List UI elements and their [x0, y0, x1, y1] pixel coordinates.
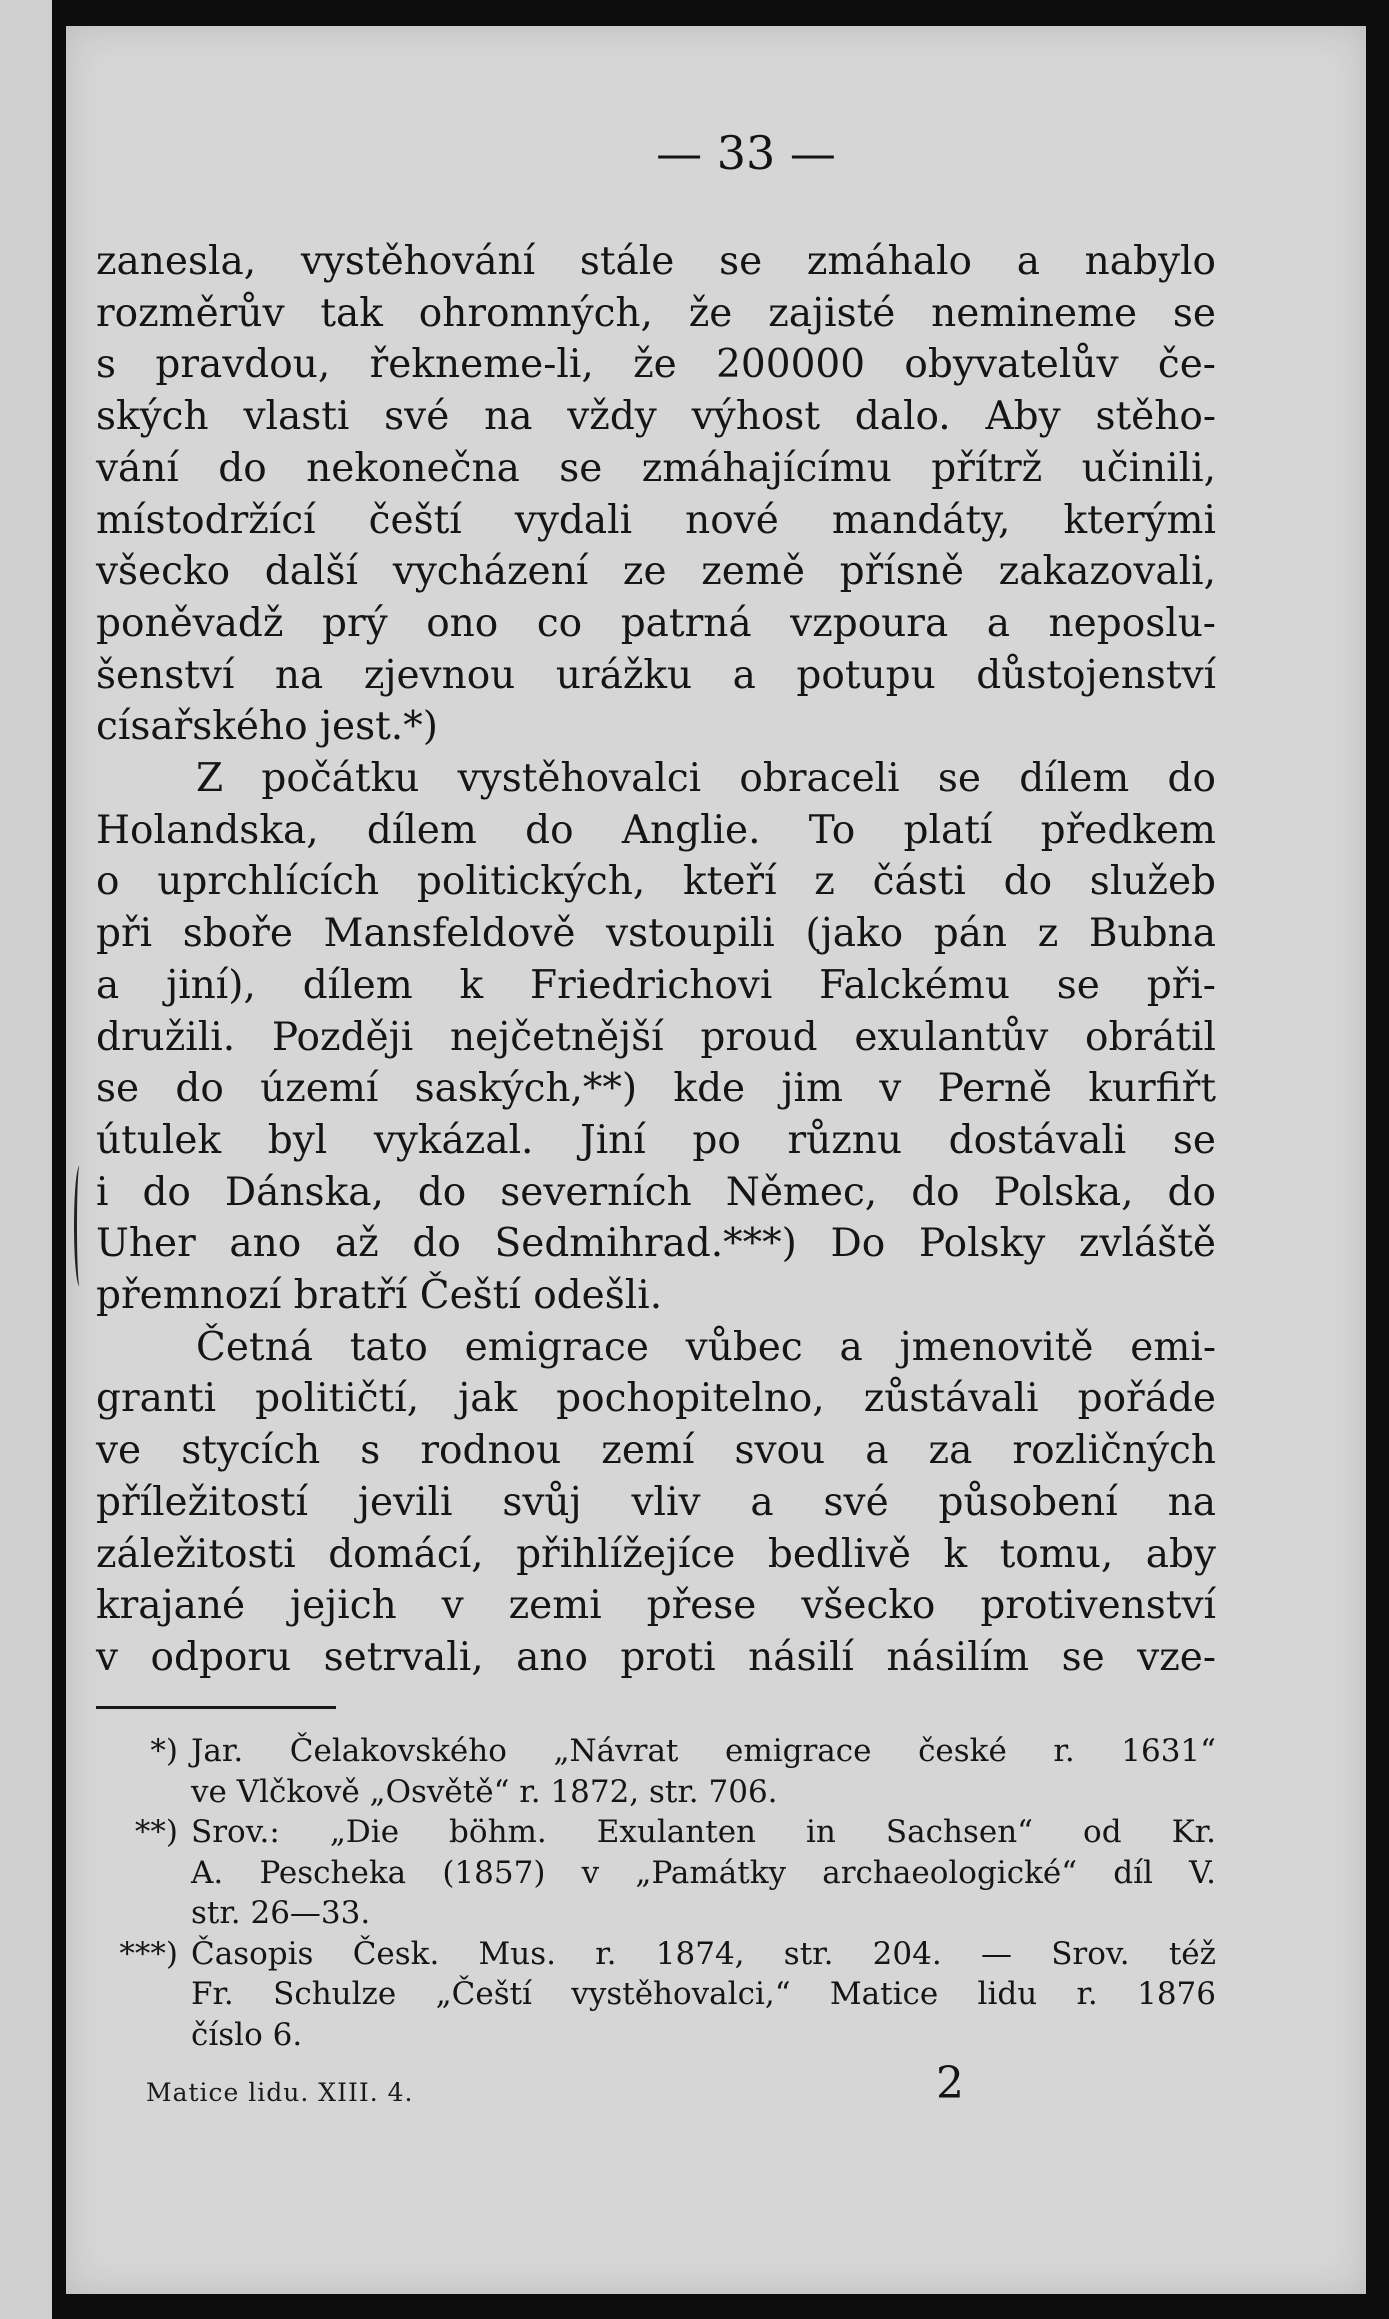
footnote-line: číslo 6. [191, 2016, 303, 2053]
body-line: ve stycích s rodnou zemí svou a za rozličných [96, 1428, 1216, 1474]
body-line: Uher ano až do Sedmihrad.***) Do Polsky zvláště [96, 1221, 1216, 1267]
footnote-line: A. Pescheka (1857) v „Památky archaeologické“ díl V. [191, 1854, 1216, 1891]
body-line: v odporu setrvali, ano proti násilí násilím se vze- [96, 1634, 1216, 1680]
footnote-separator [96, 1706, 336, 1709]
footnote-line: Časopis Česk. Mus. r. 1874, str. 204. — Srov. též [191, 1935, 1216, 1972]
body-text [96, 236, 1216, 1684]
body-line: o uprchlících politických, kteří z části do služeb [96, 859, 1216, 905]
footnote-line: str. 26—33. [191, 1895, 371, 1931]
body-line: ských vlasti své na vždy výhost dalo. Aby stěho- [96, 394, 1216, 440]
footnote-line: Srov.: „Die böhm. Exulanten in Sachsen“ od Kr. [191, 1814, 1216, 1850]
footnote-line: Fr. Schulze „Čeští vystěhovalci,“ Matice lidu r. 1876 [191, 1976, 1216, 2012]
body-line: záležitosti domácí, přihlížejíce bedlivě k tomu, aby [96, 1531, 1216, 1577]
body-line: útulek byl vykázal. Jiní po různu dostávali se [96, 1117, 1216, 1163]
body-line: s pravdou, řekneme-li, že 200000 obyvatelův če- [96, 342, 1216, 388]
book-page [66, 26, 1366, 2294]
body-line: rozměrův tak ohromných, že zajisté nemineme se [96, 290, 1216, 336]
body-line: a jiní), dílem k Friedrichovi Falckému se při- [96, 962, 1216, 1008]
margin-bracket-mark [74, 1166, 85, 1286]
footnote-marker: **) [134, 1814, 178, 1850]
body-line: Četná tato emigrace vůbec a jmenovitě emi- [196, 1324, 1216, 1370]
body-line: krajané jejich v zemi přese všecko protivenství [96, 1583, 1216, 1629]
body-line: Z počátku vystěhovalci obraceli se dílem do [196, 756, 1216, 802]
body-line: družili. Později nejčetnější proud exulantův obrátil [96, 1014, 1216, 1060]
signature-mark: Matice lidu. XIII. 4. [146, 2078, 414, 2107]
body-line: vání do nekonečna se zmáhajícímu přítrž učinili, [96, 445, 1216, 491]
footnote-line: ve Vlčkově „Osvětě“ r. 1872, str. 706. [191, 1773, 778, 1810]
page-number: — 33 — [656, 126, 836, 180]
left-page-edge [0, 0, 66, 2319]
body-line: místodržící čeští vydali nové mandáty, kterými [96, 497, 1216, 543]
footnote [66, 1812, 1216, 1934]
body-line: zanesla, vystěhování stále se zmáhalo a nabylo [96, 239, 1216, 284]
body-line: všecko další vycházení ze země přísně zakazovali, [96, 549, 1216, 595]
body-line: se do území saských,**) kde jim v Perně kurfiřt [96, 1066, 1216, 1112]
body-line: granti političtí, jak pochopitelno, zůstávali pořáde [96, 1376, 1216, 1422]
footnote-line: Jar. Čelakovského „Návrat emigrace české r. 1631“ [191, 1733, 1216, 1769]
sheet-number: 2 [936, 2058, 964, 2109]
footnote [66, 1934, 1216, 2056]
footnote [66, 1731, 1216, 1812]
body-line: přemnozí bratří Čeští odešli. [96, 1273, 663, 1319]
body-line: šenství na zjevnou urážku a potupu důstojenství [96, 652, 1216, 698]
footnote-marker: *) [150, 1733, 178, 1769]
body-line: císařského jest.*) [96, 704, 438, 750]
body-line: Holandska, dílem do Anglie. To platí předkem [96, 807, 1216, 853]
body-line: při sboře Mansfeldově vstoupili (jako pán z Bubna [96, 911, 1216, 957]
footnote-marker: ***) [119, 1935, 178, 1972]
body-line: poněvadž prý ono co patrná vzpoura a neposlu- [96, 600, 1216, 646]
footnotes [66, 1731, 1216, 2055]
body-line: příležitostí jevili svůj vliv a své působení na [96, 1479, 1216, 1525]
body-line: i do Dánska, do severních Němec, do Polska, do [96, 1169, 1216, 1215]
